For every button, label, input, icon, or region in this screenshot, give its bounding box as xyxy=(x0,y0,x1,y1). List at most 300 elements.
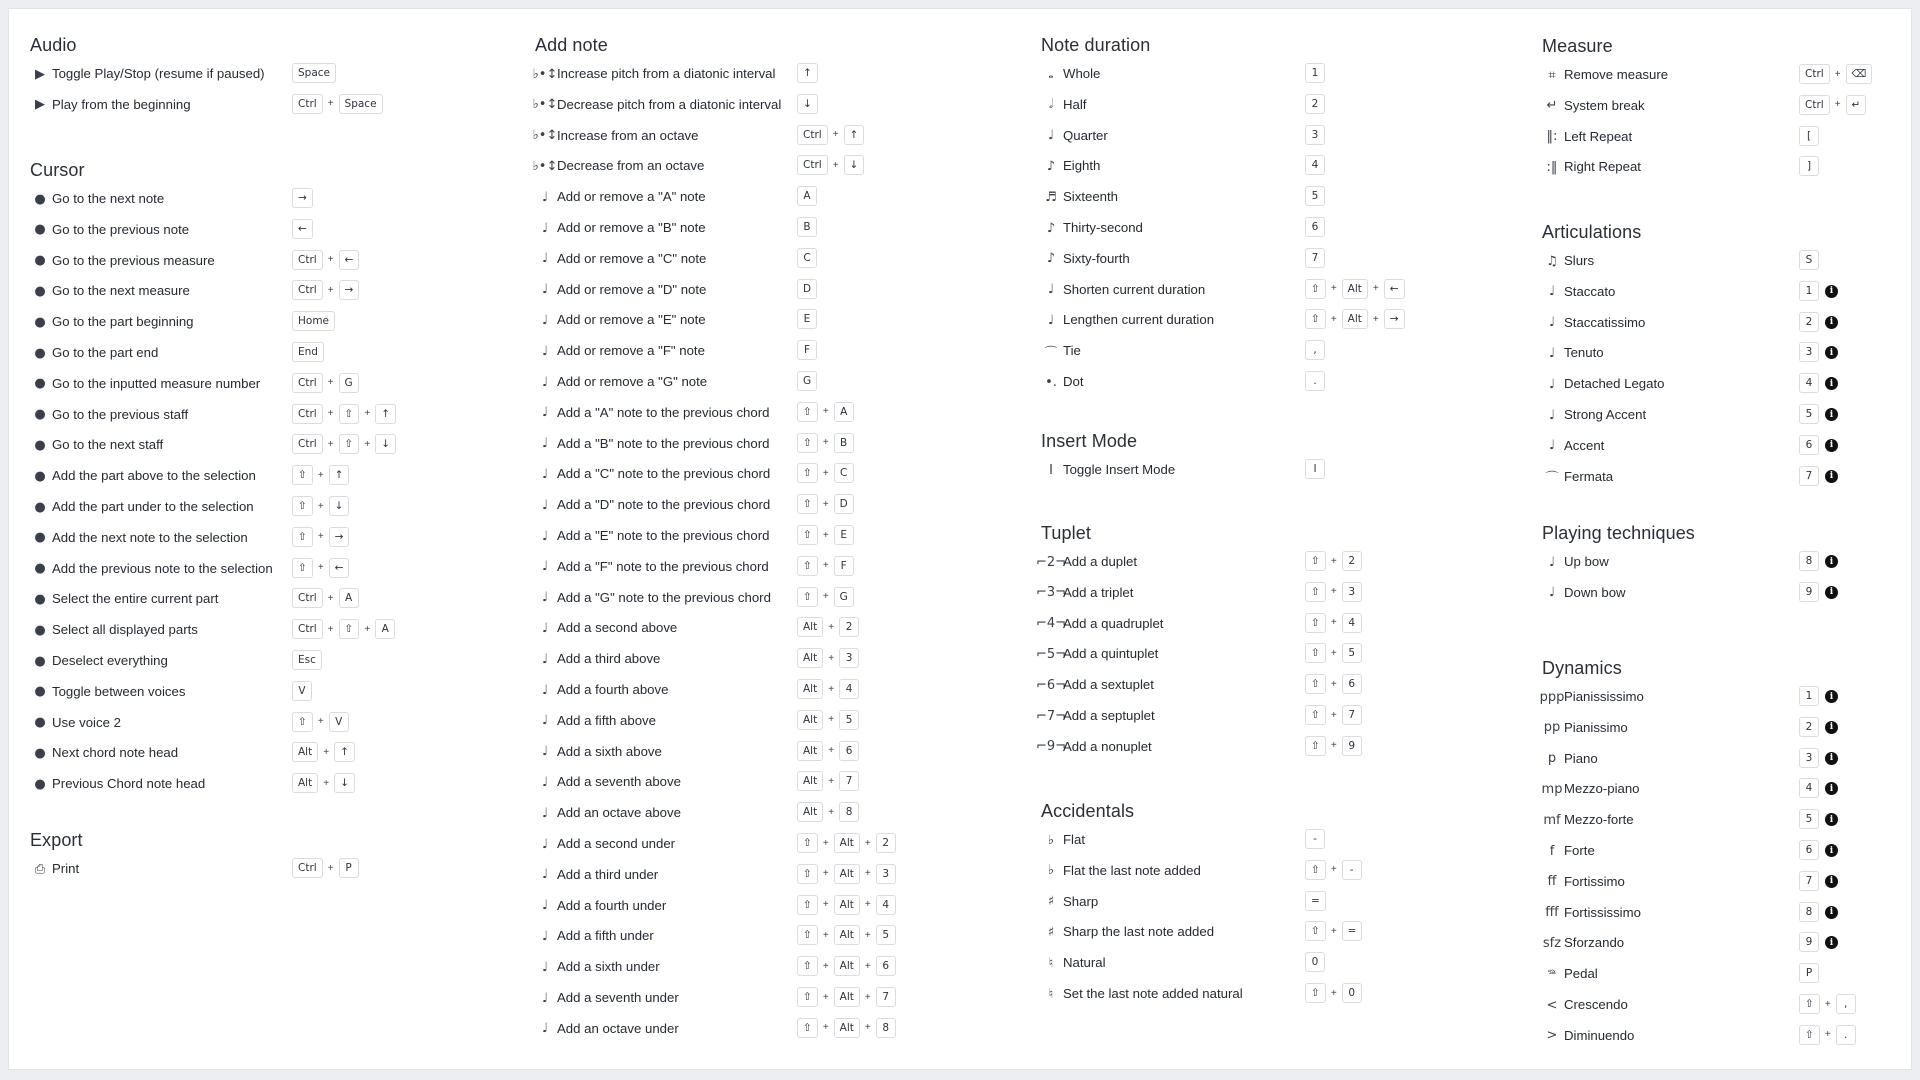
right-repeat-icon: :‖ xyxy=(1546,159,1558,175)
key-combo xyxy=(1305,952,1325,972)
shortcut-row-add-a-sixth-under[interactable] xyxy=(535,955,955,979)
shortcut-row-print[interactable] xyxy=(30,857,410,881)
plus-separator: + xyxy=(1372,313,1379,325)
shortcut-row-add-a-duplet[interactable] xyxy=(1035,550,1461,574)
shortcut-label: Go to the inputted measure number xyxy=(52,375,261,391)
shortcut-row-add-an-octave-above[interactable] xyxy=(535,801,955,825)
shortcut-label: Add a quadruplet xyxy=(1063,615,1164,631)
shortcut-row-dot[interactable] xyxy=(1041,370,1461,394)
key-combo xyxy=(1305,582,1362,602)
plus-separator: + xyxy=(317,562,324,574)
info-icon[interactable]: i xyxy=(1825,555,1838,568)
keycap: ⇧ xyxy=(797,987,818,1007)
info-icon[interactable]: i xyxy=(1825,285,1838,298)
pedal-icon: 𝆮 xyxy=(1547,966,1557,982)
shortcut-row-add-a-quintuplet[interactable] xyxy=(1035,642,1461,666)
shortcut-row-add-or-remove-a-g-note[interactable] xyxy=(535,370,955,394)
info-icon[interactable]: i xyxy=(1825,377,1838,390)
staccatissimo-icon: ♩ xyxy=(1548,315,1556,331)
quarter-note-icon: ♩ xyxy=(1047,312,1055,328)
shortcut-row-add-a-e-note-to-the-previous-chord[interactable] xyxy=(535,524,955,548)
pianissimo-icon: pp xyxy=(1543,720,1561,736)
keycap: ⇧ xyxy=(1305,983,1326,1003)
key-combo xyxy=(1305,613,1362,633)
shortcut-row-add-a-c-note-to-the-previous-chord[interactable] xyxy=(535,462,955,486)
shortcut-row-crescendo[interactable] xyxy=(1542,993,1902,1017)
shortcut-label: Add an octave under xyxy=(557,1020,679,1036)
keycap: C xyxy=(834,463,854,483)
quarter-note-icon: ♩ xyxy=(541,713,549,729)
shortcut-row-add-a-seventh-under[interactable] xyxy=(535,986,955,1010)
triplet-icon: ⌐3¬ xyxy=(1035,585,1067,601)
keycap: ↑ xyxy=(375,404,396,424)
keycap: 6 xyxy=(1305,217,1325,237)
shortcut-row-sforzando[interactable] xyxy=(1542,931,1902,955)
cursor-drop-icon: ● xyxy=(34,745,46,761)
shortcut-row-add-a-d-note-to-the-previous-chord[interactable] xyxy=(535,493,955,517)
shortcut-row-go-to-the-previous-note[interactable] xyxy=(30,218,410,242)
key-combo xyxy=(1305,217,1325,237)
shortcut-row-tie[interactable] xyxy=(1041,339,1461,363)
keycap: ] xyxy=(1799,156,1819,176)
key-combo xyxy=(292,434,396,454)
shortcut-row-add-or-remove-a-a-note[interactable] xyxy=(535,185,955,209)
shortcut-row-add-or-remove-a-e-note[interactable] xyxy=(535,308,955,332)
shortcut-row-go-to-the-next-staff[interactable] xyxy=(30,433,410,457)
shortcut-row-add-a-second-above[interactable] xyxy=(535,616,955,640)
key-combo xyxy=(797,402,854,422)
quarter-note-icon: ♩ xyxy=(541,620,549,636)
shortcut-row-play-from-the-beginning[interactable] xyxy=(30,93,410,117)
shortcut-label: Increase pitch from a diatonic interval xyxy=(557,66,776,81)
shortcut-label: Fortissimo xyxy=(1564,873,1625,889)
shortcut-row-toggle-between-voices[interactable] xyxy=(30,680,410,704)
interval-icon: ♭•↕ xyxy=(532,128,558,144)
shortcut-row-right-repeat[interactable] xyxy=(1542,155,1902,179)
keycap: 3 xyxy=(1799,748,1819,768)
keycap: I xyxy=(1305,459,1325,479)
shortcut-row-go-to-the-part-end[interactable] xyxy=(30,341,410,365)
plus-separator: + xyxy=(364,408,371,420)
key-combo xyxy=(797,525,854,545)
quarter-note-icon: ♩ xyxy=(541,836,549,852)
shortcut-row-pianississimo[interactable] xyxy=(1539,685,1902,709)
shortcut-row-previous-chord-note-head[interactable] xyxy=(30,772,410,796)
shortcut-row-whole[interactable] xyxy=(1041,62,1461,86)
shortcut-row-go-to-the-previous-measure[interactable] xyxy=(30,249,410,273)
shortcut-row-staccato[interactable] xyxy=(1542,280,1902,304)
keycap: A xyxy=(797,186,817,206)
key-combo xyxy=(1799,778,1819,798)
shortcut-row-staccatissimo[interactable] xyxy=(1542,311,1902,335)
shortcut-row-increase-from-an-octave[interactable] xyxy=(532,124,955,148)
cursor-drop-icon: ● xyxy=(34,499,46,515)
shortcut-label: Add a sextuplet xyxy=(1063,677,1154,693)
shortcut-row-left-repeat[interactable] xyxy=(1542,125,1902,149)
cursor-drop-icon: ● xyxy=(34,283,46,299)
keycap: Home xyxy=(292,311,335,331)
shortcut-row-add-or-remove-a-d-note[interactable] xyxy=(535,278,955,302)
shortcut-row-eighth[interactable] xyxy=(1041,154,1461,178)
shortcut-label: Mezzo-forte xyxy=(1564,812,1634,828)
shortcut-label: Add a "B" note to the previous chord xyxy=(557,435,770,451)
shortcut-label: Set the last note added natural xyxy=(1063,986,1243,1001)
shortcut-row-add-a-third-above[interactable] xyxy=(535,647,955,671)
shortcut-row-add-or-remove-a-b-note[interactable] xyxy=(535,216,955,240)
info-icon[interactable]: i xyxy=(1825,408,1838,421)
cursor-drop-icon: ● xyxy=(34,653,46,669)
shortcut-label: System break xyxy=(1564,97,1645,113)
shortcut-label: Mezzo-piano xyxy=(1564,781,1640,797)
keycap: ⇧ xyxy=(797,587,818,607)
plus-separator: + xyxy=(323,777,330,789)
keycap: 6 xyxy=(1799,435,1819,455)
shortcut-row-flat-the-last-note-added[interactable] xyxy=(1041,859,1461,883)
shortcut-row-select-the-entire-current-part[interactable] xyxy=(30,587,410,611)
shortcut-row-remove-measure[interactable] xyxy=(1542,63,1902,87)
shortcut-row-go-to-the-next-measure[interactable] xyxy=(30,279,410,303)
shortcut-row-quarter[interactable] xyxy=(1041,124,1461,148)
info-icon[interactable]: i xyxy=(1825,470,1838,483)
key-combo xyxy=(292,681,312,701)
shortcut-label: Pianissimo xyxy=(1564,719,1628,735)
shortcut-row-piano[interactable] xyxy=(1542,747,1902,771)
key-combo xyxy=(1799,932,1819,952)
keycap: Space xyxy=(292,63,336,83)
keycap: ⇧ xyxy=(292,712,313,732)
shortcut-row-strong-accent[interactable] xyxy=(1542,403,1902,427)
plus-separator: + xyxy=(828,652,835,664)
shortcut-row-add-a-b-note-to-the-previous-chord[interactable] xyxy=(535,432,955,456)
shortcut-row-sharp[interactable] xyxy=(1041,890,1461,914)
keycap: 0 xyxy=(1342,983,1362,1003)
shortcut-label: Dot xyxy=(1063,374,1084,389)
shortcut-row-add-the-part-above-to-the-selection[interactable] xyxy=(30,464,410,488)
key-combo xyxy=(292,773,355,793)
sharp-icon: ♯ xyxy=(1047,894,1055,910)
plus-separator: + xyxy=(327,284,334,296)
keycap: 1 xyxy=(1799,686,1819,706)
keycap: ↑ xyxy=(797,63,818,83)
keycap: V xyxy=(292,681,312,701)
keycap: 7 xyxy=(1342,705,1362,725)
system-break-icon: ↵ xyxy=(1546,98,1558,114)
shortcut-row-use-voice-2[interactable] xyxy=(30,711,410,735)
info-icon[interactable]: i xyxy=(1825,346,1838,359)
plus-separator: + xyxy=(317,469,324,481)
keycap: ⇧ xyxy=(1305,309,1326,329)
keycap: ⇧ xyxy=(797,895,818,915)
keycap: 8 xyxy=(839,802,859,822)
key-combo xyxy=(292,496,349,516)
shortcut-row-sharp-the-last-note-added[interactable] xyxy=(1041,920,1461,944)
shortcut-label: Fermata xyxy=(1564,468,1614,484)
cursor-drop-icon: ● xyxy=(34,314,46,330)
key-combo xyxy=(797,741,859,761)
info-icon[interactable]: i xyxy=(1825,439,1838,452)
cursor-drop-icon: ● xyxy=(34,253,46,269)
info-icon[interactable]: i xyxy=(1825,906,1838,919)
shortcut-row-add-a-fifth-under[interactable] xyxy=(535,924,955,948)
shortcut-label: Pianississimo xyxy=(1564,689,1644,704)
shortcut-row-add-a-f-note-to-the-previous-chord[interactable] xyxy=(535,555,955,579)
keycap: Alt xyxy=(797,648,823,668)
shortcut-row-flat[interactable] xyxy=(1041,828,1461,852)
fortississimo-icon: fff xyxy=(1545,905,1559,921)
shortcut-row-forte[interactable] xyxy=(1542,839,1902,863)
shortcut-row-sixteenth[interactable] xyxy=(1041,185,1461,209)
keycap: D xyxy=(797,279,817,299)
keycap: Ctrl xyxy=(292,619,323,639)
shortcut-row-add-a-sextuplet[interactable] xyxy=(1035,673,1461,697)
keycap: G xyxy=(834,587,854,607)
nonuplet-icon: ⌐9¬ xyxy=(1035,739,1067,755)
key-combo xyxy=(797,309,817,329)
shortcut-row-add-an-octave-under[interactable] xyxy=(535,1017,955,1041)
key-combo xyxy=(1799,250,1819,270)
info-icon[interactable]: i xyxy=(1825,782,1838,795)
tenuto-icon: ♩ xyxy=(1548,345,1556,361)
shortcut-row-add-a-fourth-under[interactable] xyxy=(535,894,955,918)
shortcut-row-add-a-a-note-to-the-previous-chord[interactable] xyxy=(535,401,955,425)
info-icon[interactable]: i xyxy=(1825,752,1838,765)
key-combo xyxy=(292,742,355,762)
keycap: ← xyxy=(329,558,350,578)
shortcut-row-fortissimo[interactable] xyxy=(1542,870,1902,894)
key-combo xyxy=(292,63,336,83)
tie-icon: ⌒ xyxy=(1044,345,1058,361)
shortcut-row-pianissimo[interactable] xyxy=(1542,716,1902,740)
accent-icon: ♩ xyxy=(1548,438,1556,454)
info-icon[interactable]: i xyxy=(1825,813,1838,826)
shortcut-row-sixty-fourth[interactable] xyxy=(1041,247,1461,271)
plus-separator: + xyxy=(1330,647,1337,659)
section-title-measure: Measure xyxy=(1542,36,1613,56)
shortcut-row-decrease-from-an-octave[interactable] xyxy=(532,154,955,178)
key-combo xyxy=(1305,371,1325,391)
shortcut-label: Shorten current duration xyxy=(1063,281,1206,297)
shortcut-row-go-to-the-next-note[interactable] xyxy=(30,187,410,211)
shortcut-row-diminuendo[interactable] xyxy=(1542,1024,1902,1048)
shortcut-row-detached-legato[interactable] xyxy=(1542,372,1902,396)
info-icon[interactable]: i xyxy=(1825,586,1838,599)
plus-separator: + xyxy=(822,437,829,449)
shortcut-row-pedal[interactable] xyxy=(1542,962,1902,986)
shortcut-row-fortississimo[interactable] xyxy=(1542,901,1902,925)
quarter-note-icon: ♩ xyxy=(541,251,549,267)
section-title-playing-techniques: Playing techniques xyxy=(1542,523,1695,543)
keycap: Ctrl xyxy=(292,94,323,114)
shortcut-row-accent[interactable] xyxy=(1542,434,1902,458)
shortcut-row-slurs[interactable] xyxy=(1542,249,1902,273)
info-icon[interactable]: i xyxy=(1825,936,1838,949)
shortcut-row-add-the-next-note-to-the-selection[interactable] xyxy=(30,526,410,550)
info-icon[interactable]: i xyxy=(1825,721,1838,734)
shortcut-row-set-the-last-note-added-natural[interactable] xyxy=(1041,982,1461,1006)
keycap: G xyxy=(339,373,359,393)
keycap: Ctrl xyxy=(292,404,323,424)
shortcut-row-add-a-third-under[interactable] xyxy=(535,863,955,887)
plus-separator: + xyxy=(828,714,835,726)
shortcut-row-add-a-second-under[interactable] xyxy=(535,832,955,856)
quarter-note-icon: ♩ xyxy=(541,528,549,544)
quarter-note-icon: ♩ xyxy=(541,990,549,1006)
plus-separator: + xyxy=(327,408,334,420)
key-combo xyxy=(797,1018,896,1038)
quarter-note-icon: ♩ xyxy=(541,497,549,513)
quarter-note-icon: ♩ xyxy=(541,374,549,390)
key-combo xyxy=(292,311,335,331)
keycap: Ctrl xyxy=(1799,64,1830,84)
shortcut-row-mezzo-piano[interactable] xyxy=(1542,777,1902,801)
key-combo xyxy=(1305,674,1362,694)
shortcut-label: Next chord note head xyxy=(52,745,179,761)
up-bow-icon: ♩ xyxy=(1548,554,1556,570)
plus-separator: + xyxy=(822,899,829,911)
pianississimo-icon: ppp xyxy=(1539,689,1565,705)
plus-separator: + xyxy=(1330,586,1337,598)
plus-separator: + xyxy=(1330,283,1337,295)
info-icon[interactable]: i xyxy=(1825,316,1838,329)
shortcut-row-add-a-septuplet[interactable] xyxy=(1035,704,1461,728)
shortcut-label: Add a fifth under xyxy=(557,928,654,944)
key-combo xyxy=(1799,871,1819,891)
shortcut-row-go-to-the-previous-staff[interactable] xyxy=(30,403,410,427)
shortcut-row-thirty-second[interactable] xyxy=(1041,216,1461,240)
shortcut-row-add-or-remove-a-f-note[interactable] xyxy=(535,339,955,363)
shortcut-row-go-to-the-part-beginning[interactable] xyxy=(30,310,410,334)
shortcut-row-add-a-fifth-above[interactable] xyxy=(535,709,955,733)
shortcut-label: Up bow xyxy=(1564,554,1609,569)
key-combo xyxy=(292,280,359,300)
shortcut-row-fermata[interactable] xyxy=(1542,465,1902,489)
shortcut-row-add-a-fourth-above[interactable] xyxy=(535,678,955,702)
key-combo xyxy=(292,527,349,547)
shortcut-label: Add a second above xyxy=(557,620,678,636)
shortcut-label: Add a "F" note to the previous chord xyxy=(557,558,769,574)
shortcut-label: Add the part above to the selection xyxy=(52,468,256,484)
shortcut-row-add-a-seventh-above[interactable] xyxy=(535,770,955,794)
cursor-drop-icon: ● xyxy=(34,345,46,361)
shortcut-row-add-a-sixth-above[interactable] xyxy=(535,740,955,764)
keycap: ⇧ xyxy=(797,864,818,884)
keycap: ⇧ xyxy=(1305,736,1326,756)
shortcut-row-add-a-triplet[interactable] xyxy=(1035,581,1461,605)
keycap: ↓ xyxy=(334,773,355,793)
shortcut-label: Print xyxy=(52,861,80,876)
keycap: ⇧ xyxy=(292,496,313,516)
shortcut-row-toggle-play-stop-resume-if-paused[interactable] xyxy=(30,62,410,86)
keycap: Alt xyxy=(797,741,823,761)
shortcut-label: Lengthen current duration xyxy=(1063,312,1215,328)
shortcut-row-add-a-g-note-to-the-previous-chord[interactable] xyxy=(535,586,955,610)
shortcut-row-shorten-current-duration[interactable] xyxy=(1041,278,1461,302)
keycap: Ctrl xyxy=(292,373,323,393)
shortcut-label: Play from the beginning xyxy=(52,96,191,112)
shortcut-row-down-bow[interactable] xyxy=(1542,581,1902,605)
keycap: A xyxy=(375,619,395,639)
plus-separator: + xyxy=(864,868,871,880)
info-icon[interactable]: i xyxy=(1825,875,1838,888)
keycap: V xyxy=(329,712,349,732)
key-combo xyxy=(797,340,817,360)
shortcut-row-add-a-nonuplet[interactable] xyxy=(1035,735,1461,759)
key-combo xyxy=(292,712,349,732)
cursor-drop-icon: ● xyxy=(34,684,46,700)
quarter-note-icon: ♩ xyxy=(541,590,549,606)
plus-separator: + xyxy=(323,746,330,758)
keycap: 2 xyxy=(1799,717,1819,737)
shortcut-row-tenuto[interactable] xyxy=(1542,341,1902,365)
shortcut-row-up-bow[interactable] xyxy=(1542,550,1902,574)
key-combo xyxy=(1799,435,1819,455)
shortcut-row-mezzo-forte[interactable] xyxy=(1542,808,1902,832)
shortcut-row-deselect-everything[interactable] xyxy=(30,649,410,673)
key-combo xyxy=(292,404,396,424)
plus-separator: + xyxy=(327,254,334,266)
shortcut-row-add-the-part-under-to-the-selection[interactable] xyxy=(30,495,410,519)
keycap: , xyxy=(1836,994,1856,1014)
shortcut-label: Toggle between voices xyxy=(52,683,186,699)
diminuendo-icon: > xyxy=(1546,1028,1558,1044)
section-title-tuplet: Tuplet xyxy=(1041,523,1091,543)
shortcut-row-increase-pitch-from-a-diatonic-interval[interactable] xyxy=(532,62,955,86)
shortcut-label: Strong Accent xyxy=(1564,407,1647,422)
info-icon[interactable]: i xyxy=(1825,690,1838,703)
cursor-drop-icon: ● xyxy=(34,376,46,392)
keycap: End xyxy=(292,342,324,362)
key-combo xyxy=(1799,551,1819,571)
keycap: Ctrl xyxy=(797,125,828,145)
shortcut-label: Natural xyxy=(1063,955,1106,971)
shortcut-row-go-to-the-inputted-measure-number[interactable] xyxy=(30,372,410,396)
plus-separator: + xyxy=(864,1022,871,1034)
shortcut-row-add-the-previous-note-to-the-selection[interactable] xyxy=(30,557,410,581)
keycap: ↓ xyxy=(375,434,396,454)
keycap: ⇧ xyxy=(1799,994,1820,1014)
sharp-icon: ♯ xyxy=(1047,924,1055,940)
shortcut-row-next-chord-note-head[interactable] xyxy=(30,741,410,765)
shortcut-label: Staccato xyxy=(1564,283,1616,299)
keycap: ⇧ xyxy=(1799,1025,1820,1045)
shortcut-label: Add a quintuplet xyxy=(1063,646,1159,662)
shortcut-row-toggle-insert-mode[interactable] xyxy=(1041,458,1461,482)
key-combo xyxy=(292,588,359,608)
shortcut-row-decrease-pitch-from-a-diatonic-interval[interactable] xyxy=(532,93,955,117)
plus-separator: + xyxy=(864,929,871,941)
section-title-audio: Audio xyxy=(30,35,77,55)
left-repeat-icon: ‖: xyxy=(1546,129,1558,145)
shortcut-row-select-all-displayed-parts[interactable] xyxy=(30,618,410,642)
keycap: ⇧ xyxy=(1305,279,1326,299)
shortcut-row-add-or-remove-a-c-note[interactable] xyxy=(535,247,955,271)
keycap: ← xyxy=(339,250,360,270)
plus-separator: + xyxy=(822,837,829,849)
quarter-note-icon: ♩ xyxy=(541,805,549,821)
info-icon[interactable]: i xyxy=(1825,844,1838,857)
quarter-note-icon: ♩ xyxy=(541,651,549,667)
keycap: 5 xyxy=(1342,643,1362,663)
shortcut-row-lengthen-current-duration[interactable] xyxy=(1041,308,1461,332)
key-combo xyxy=(1305,921,1362,941)
shortcut-row-half[interactable] xyxy=(1041,93,1461,117)
shortcut-row-system-break[interactable] xyxy=(1542,94,1902,118)
shortcut-row-natural[interactable] xyxy=(1041,951,1461,975)
shortcut-row-add-a-quadruplet[interactable] xyxy=(1035,612,1461,636)
keycap: 1 xyxy=(1799,281,1819,301)
down-bow-icon: ♩ xyxy=(1548,585,1556,601)
quarter-note-icon: ♩ xyxy=(541,282,549,298)
